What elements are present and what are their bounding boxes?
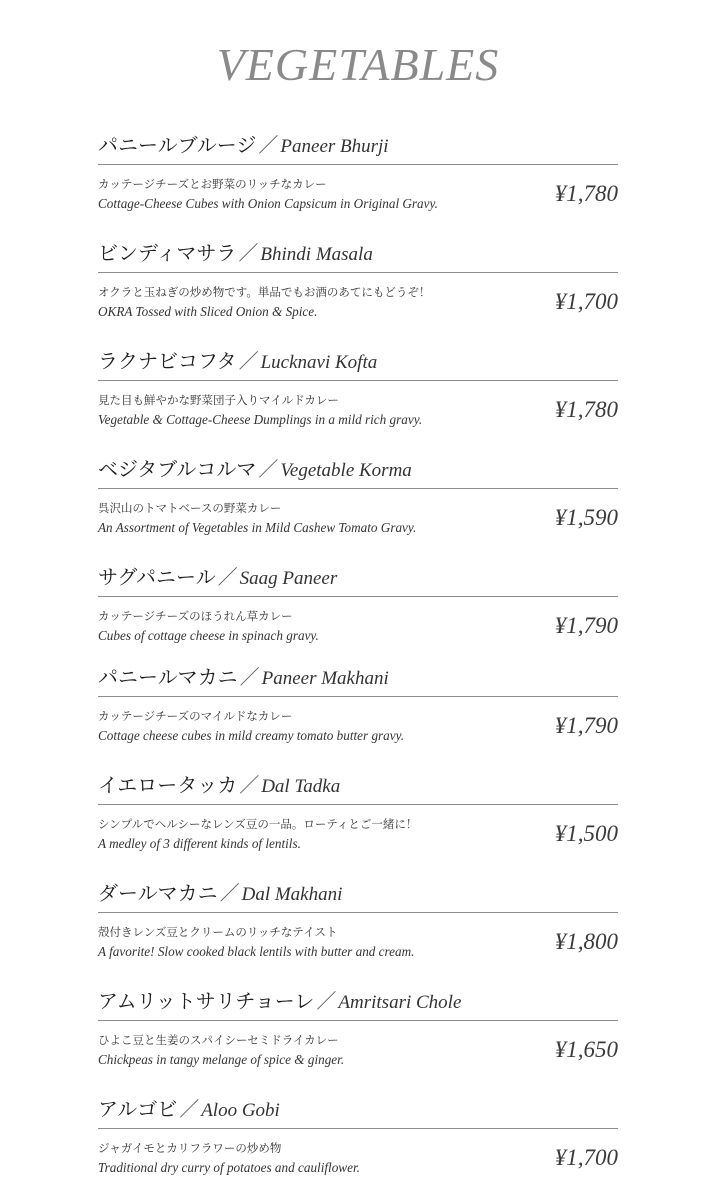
name-separator: ／ — [239, 773, 260, 797]
dish-price: ¥1,500 — [554, 821, 618, 846]
name-separator: ／ — [238, 349, 259, 373]
dish-name — [98, 559, 618, 596]
dish-price: ¥1,700 — [554, 1145, 618, 1170]
dish-description — [98, 1139, 618, 1178]
description-jp: ひよこ豆と生姜のスパイシーセミドライカレー — [98, 1033, 339, 1047]
description-jp: カッテージチーズのほうれん草カレー — [98, 609, 293, 623]
dish-name-jp: パニールブルージ — [98, 133, 257, 157]
menu-item — [98, 235, 618, 335]
description-en: Cottage-Cheese Cubes with Onion Capsicum in Original Gravy. — [98, 196, 438, 211]
dish-price: ¥1,800 — [554, 929, 618, 954]
dish-name-jp: パニールマカニ — [98, 665, 238, 689]
dish-price: ¥1,590 — [554, 505, 618, 530]
description-jp: ジャガイモとカリフラワーの炒め物 — [98, 1141, 282, 1155]
dish-price: ¥1,790 — [554, 713, 618, 738]
dish-name-jp: アルゴビ — [98, 1097, 178, 1121]
dish-name — [98, 343, 618, 380]
dish-description — [98, 499, 618, 538]
divider — [98, 1020, 618, 1021]
description-en: Traditional dry curry of potatoes and cauliflower. — [98, 1160, 360, 1175]
description-en: An Assortment of Vegetables in Mild Cashew Tomato Gravy. — [98, 520, 417, 535]
description-jp: カッテージチーズとお野菜のリッチなカレー — [98, 177, 327, 191]
description-en: Chickpeas in tangy melange of spice & ginger. — [98, 1052, 345, 1067]
divider — [98, 912, 618, 913]
description-jp: オクラと玉ねぎの炒め物です。単品でもお酒のあてにもどうぞ！ — [98, 285, 431, 299]
dish-name-jp: ダールマカニ — [98, 881, 218, 905]
dish-name-jp: サグパニール — [98, 565, 216, 589]
page-title: VEGETABLES — [216, 39, 500, 90]
divider — [98, 696, 618, 697]
dish-description — [98, 175, 618, 214]
dish-name-en: Vegetable Korma — [280, 460, 412, 481]
dish-name-en: Paneer Makhani — [261, 668, 389, 689]
description-en: Cubes of cottage cheese in spinach gravy. — [98, 628, 319, 643]
description-en: Vegetable & Cottage-Cheese Dumplings in a mild rich gravy. — [98, 412, 423, 427]
description-en: OKRA Tossed with Sliced Onion & Spice. — [98, 304, 318, 319]
name-separator: ／ — [238, 241, 259, 265]
menu-item — [98, 875, 618, 975]
dish-name-en: Lucknavi Kofta — [260, 352, 378, 373]
menu-item — [98, 451, 618, 551]
dish-description — [98, 815, 618, 854]
dish-price: ¥1,700 — [554, 289, 618, 314]
name-separator: ／ — [219, 881, 240, 905]
description-jp: カッテージチーズのマイルドなカレー — [98, 709, 293, 723]
divider — [98, 1128, 618, 1129]
dish-name-en: Dal Makhani — [241, 884, 343, 905]
divider — [98, 488, 618, 489]
dish-name-en: Bhindi Masala — [260, 244, 373, 265]
name-separator: ／ — [217, 565, 238, 589]
description-en: Cottage cheese cubes in mild creamy tomato butter gravy. — [98, 728, 405, 743]
menu-item — [98, 559, 618, 659]
name-separator: ／ — [258, 457, 279, 481]
name-separator: ／ — [316, 989, 337, 1013]
description-jp: シンプルでヘルシーなレンズ豆の一品。ローティとご一緒に！ — [98, 817, 418, 831]
dish-name — [98, 235, 618, 272]
dish-price: ¥1,790 — [554, 613, 618, 638]
description-en: A medley of 3 different kinds of lentils. — [98, 836, 301, 851]
dish-name-en: Dal Tadka — [261, 776, 341, 797]
dish-name-jp: ビンディマサラ — [98, 241, 237, 265]
dish-name-en: Saag Paneer — [239, 568, 338, 589]
dish-description — [98, 1031, 618, 1070]
dish-name — [98, 767, 618, 804]
dish-description — [98, 923, 618, 962]
divider — [98, 596, 618, 597]
description-jp: 呉沢山のトマトベースの野菜カレー — [98, 501, 282, 515]
dish-name-en: Paneer Bhurji — [280, 136, 389, 157]
dish-name — [98, 451, 618, 488]
name-separator: ／ — [179, 1097, 200, 1121]
dish-description — [98, 707, 618, 746]
menu-item — [98, 659, 618, 759]
dish-name-en: Amritsari Chole — [338, 992, 462, 1013]
dish-name-jp: ベジタブルコルマ — [98, 457, 257, 481]
divider — [98, 164, 618, 165]
description-en: A favorite! Slow cooked black lentils with butter and cream. — [98, 944, 415, 959]
name-separator: ／ — [239, 665, 260, 689]
name-separator: ／ — [258, 133, 279, 157]
dish-price: ¥1,650 — [554, 1037, 618, 1062]
dish-name-jp: アムリットサリチョーレ — [98, 989, 315, 1013]
dish-description — [98, 283, 618, 322]
dish-name-jp: ラクナビコフタ — [98, 349, 237, 373]
description-jp: 殻付きレンズ豆とクリームのリッチなテイスト — [98, 925, 338, 939]
dish-name — [98, 127, 618, 164]
menu-item — [98, 767, 618, 867]
divider — [98, 380, 618, 381]
menu-item — [98, 343, 618, 443]
menu-item — [98, 983, 618, 1083]
menu-item — [98, 127, 618, 227]
dish-description — [98, 391, 618, 430]
dish-price: ¥1,780 — [554, 181, 618, 206]
description-jp: 見た目も鮮やかな野菜団子入りマイルドカレー — [98, 393, 339, 407]
menu-item — [98, 1091, 618, 1191]
dish-description — [98, 607, 618, 646]
dish-name — [98, 983, 618, 1020]
dish-name — [98, 875, 618, 912]
divider — [98, 804, 618, 805]
dish-name-jp: イエロータッカ — [98, 773, 238, 797]
dish-name — [98, 659, 618, 696]
dish-price: ¥1,780 — [554, 397, 618, 422]
dish-name-en: Aloo Gobi — [201, 1100, 280, 1121]
dish-name — [98, 1091, 618, 1128]
divider — [98, 272, 618, 273]
